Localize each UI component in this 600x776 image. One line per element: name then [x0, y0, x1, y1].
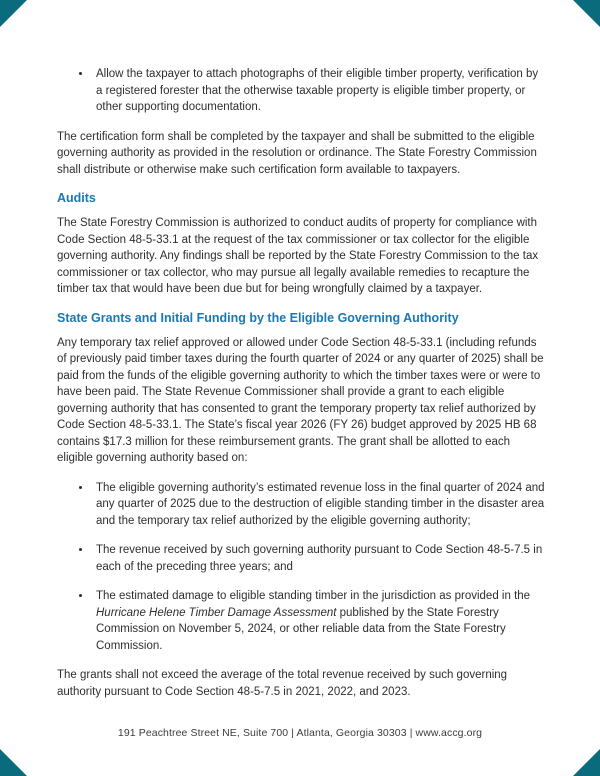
grant-bullet-2-text: The revenue received by such governing authority pursuant to Code Section 48-5-7.5 in each of the preceding three years; and: [96, 544, 543, 573]
intro-bullet-text: Allow the taxpayer to attach photographs of their eligible timber property, verification by a registered forester that the otherwise taxable property is eligible timber property, or other supporting documentation.: [96, 68, 539, 113]
corner-triangle-top-right: [573, 0, 600, 27]
list-item: [92, 480, 545, 530]
heading-audits: Audits: [57, 191, 96, 205]
heading-state-grants: State Grants and Initial Funding by the Eligible Governing Authority: [57, 310, 459, 325]
grant-bullet-3-text-post: published by the State Forestry Commission on November 5, 2024, or other reliable data from the State Forestry Commission.: [96, 606, 506, 652]
corner-triangle-bottom-right: [573, 749, 600, 776]
intro-bullet-list: [57, 66, 545, 116]
grants-paragraph: Any temporary tax relief approved or allowed under Code Section 48-5-33.1 (including refunds of previously paid timber taxes during the fourth quarter of 2024 or any quarter of 2025) shall be paid from the funds of the eligible governing authority to which the timber taxes were or were to have been paid. The State Revenue Commissioner shall provide a grant to each eligible governing authority that has consented to grant the temporary property tax relief authorized by Code Section 48-5-33.1. The State’s fiscal year 2026 (FY 26) budget approved by 2025 HB 68 contains $17.3 million for these reimbursement grants. The grant shall be allotted to each eligible governing authority based on:: [57, 336, 544, 464]
grant-bullet-3-text-pre: The estimated damage to eligible standing timber in the jurisdiction as provided in the: [96, 590, 531, 602]
grant-bullet-3-report-title: Hurricane Helene Timber Damage Assessment: [96, 606, 337, 619]
list-item: [92, 66, 545, 116]
list-item: [92, 588, 545, 654]
document-content: [57, 66, 545, 713]
page-footer: 191 Peachtree Street NE, Suite 700 | Atlanta, Georgia 30303 | www.accg.org: [117, 727, 483, 739]
certification-paragraph: The certification form shall be completed by the taxpayer and shall be submitted to the eligible governing authority as provided in the resolution or ordinance. The State Forestry Commission shall distribute or otherwise make such certification form available to taxpayers.: [57, 130, 537, 176]
grant-bullet-1-text: The eligible governing authority’s estimated revenue loss in the final quarter of 2024 and any quarter of 2025 due to the destruction of eligible standing timber in the disaster area and the temporary tax relief authorized by the eligible governing authority;: [96, 481, 545, 527]
list-item: [92, 542, 545, 575]
closing-paragraph: The grants shall not exceed the average of the total revenue received by such governing authority pursuant to Code Section 48-5-7.5 in 2021, 2022, and 2023.: [57, 669, 508, 698]
corner-triangle-top-left: [0, 0, 27, 27]
grant-criteria-list: [57, 480, 545, 655]
audits-paragraph: The State Forestry Commission is authorized to conduct audits of property for compliance with Code Section 48-5-33.1 at the request of the tax commissioner or tax collector for the eligible governing authority. Any findings shall be reported by the State Forestry Commission to the tax commissioner or tax collector, who may pursue all legally available remedies to recapture the timber tax that would have been due but for being wrongfully claimed by a taxpayer.: [57, 217, 539, 295]
corner-triangle-bottom-left: [0, 749, 27, 776]
